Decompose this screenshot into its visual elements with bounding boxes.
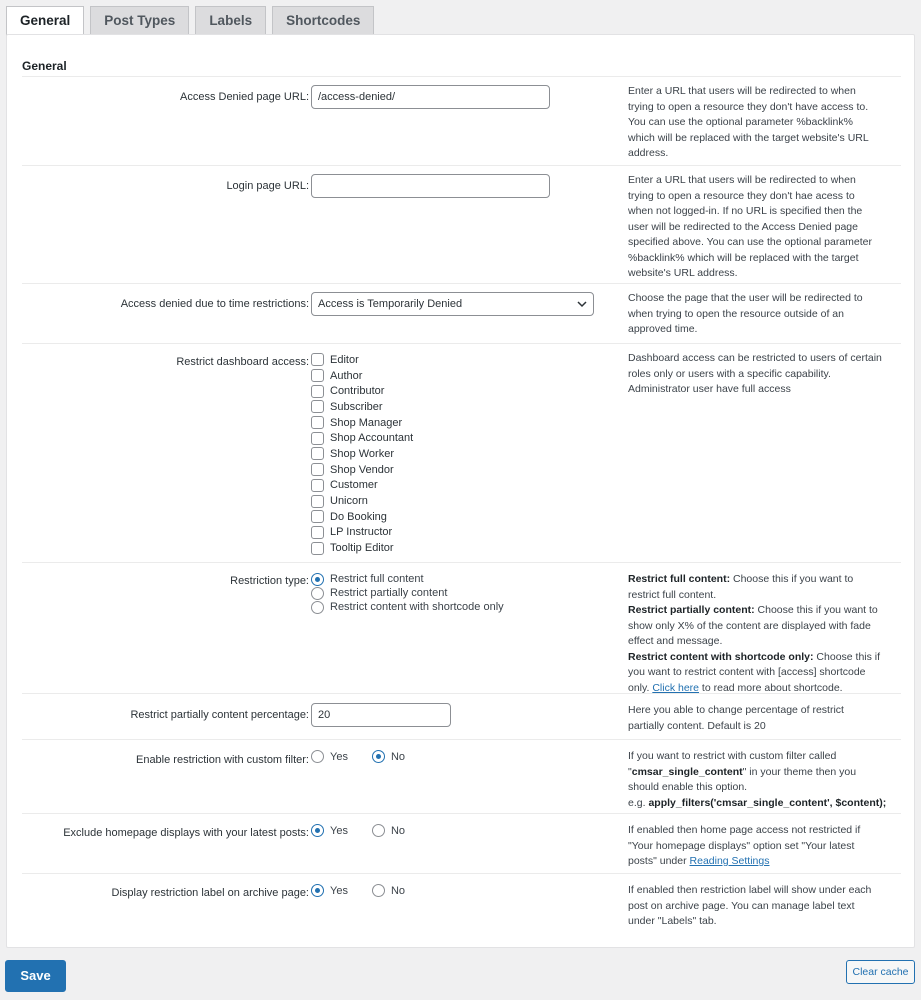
row-percentage — [22, 693, 901, 739]
help-line: trying to open a resource they don't have access to. — [628, 100, 869, 113]
row-login — [22, 165, 901, 283]
help-line: website's URL address. — [628, 267, 738, 279]
row-restriction-type — [22, 562, 901, 693]
restriction-type-label: Restriction type: — [230, 575, 309, 587]
radio-button[interactable] — [311, 824, 324, 837]
radio-button[interactable] — [311, 750, 324, 763]
help-line: address. — [628, 147, 669, 159]
click-here-link[interactable]: Click here — [652, 681, 700, 694]
help-line — [628, 650, 900, 666]
radio-button[interactable] — [372, 824, 385, 837]
role-label: Contributor — [330, 385, 385, 398]
help-line: You can use the optional parameter %backlink% — [628, 116, 853, 128]
help-bold: apply_filters('cmsar_single_content', $content); — [648, 796, 887, 809]
radio-button[interactable] — [311, 884, 324, 897]
help-text: only. — [628, 681, 653, 694]
exclude-homepage-no[interactable] — [372, 824, 405, 837]
radio-button[interactable] — [311, 587, 324, 600]
role-label: Shop Manager — [330, 416, 403, 429]
option-restrict-shortcode[interactable] — [311, 600, 504, 614]
help-line: Dashboard access can be restricted to users of certain — [628, 352, 882, 364]
archive-label-yes[interactable] — [311, 884, 348, 897]
checkbox[interactable] — [311, 353, 324, 366]
checkbox[interactable] — [311, 432, 324, 445]
save-button[interactable]: Save — [5, 960, 66, 992]
role-label: LP Instructor — [330, 526, 393, 539]
checkbox[interactable] — [311, 385, 324, 398]
help-text: to read more about shortcode. — [699, 681, 843, 694]
option-label: Yes — [330, 824, 348, 837]
role-unicorn[interactable] — [311, 493, 413, 509]
checkbox[interactable] — [311, 526, 324, 539]
help-line: when trying to open the resource outside of an — [628, 307, 844, 320]
help-bold: cmsar_single_content — [631, 765, 743, 778]
option-label: No — [390, 884, 406, 897]
checkbox[interactable] — [311, 447, 324, 460]
role-tooltip-editor[interactable] — [311, 540, 413, 556]
checkbox[interactable] — [311, 463, 324, 476]
help-line: effect and message. — [628, 635, 723, 647]
help-line — [628, 854, 900, 870]
radio-button[interactable] — [311, 601, 324, 614]
help-bold: Restrict content with shortcode only: — [628, 650, 814, 663]
login-help — [628, 173, 900, 282]
help-text: posts" under — [628, 855, 690, 867]
role-label: Editor — [330, 353, 359, 366]
role-label: Do Booking — [330, 510, 387, 523]
reading-settings-link[interactable]: Reading Settings — [689, 855, 770, 867]
help-line: If you want to restrict with custom filter called — [628, 750, 837, 762]
help-text: " — [628, 765, 632, 778]
role-shop-accountant[interactable] — [311, 430, 413, 446]
role-label: Tooltip Editor — [330, 542, 394, 555]
checkbox[interactable] — [311, 510, 324, 523]
archive-label-label: Display restriction label on archive page: — [111, 887, 309, 899]
help-line: Enter a URL that users will be redirected to when — [628, 85, 856, 97]
exclude-homepage-label: Exclude homepage displays with your latest posts: — [63, 827, 309, 839]
option-label: Restrict content with shortcode only — [330, 601, 504, 613]
time-restriction-help — [628, 291, 900, 338]
radio-button[interactable] — [372, 750, 385, 763]
restriction-type-options — [311, 572, 504, 614]
help-text: e.g. — [628, 796, 649, 809]
dashboard-access-help — [628, 351, 900, 398]
role-label: Unicorn — [330, 495, 368, 508]
role-do-booking[interactable] — [311, 509, 413, 525]
help-line: Enter a URL that users will be redirected to when — [628, 174, 856, 186]
help-text: " in your theme then you — [742, 765, 857, 778]
exclude-homepage-help — [628, 823, 900, 870]
help-line: specified above. You can use the optional parameter — [628, 236, 873, 248]
role-subscriber[interactable] — [311, 399, 413, 415]
option-label: No — [390, 824, 406, 837]
checkbox[interactable] — [311, 495, 324, 508]
checkbox[interactable] — [311, 369, 324, 382]
row-access-denied — [22, 76, 901, 165]
help-line: when not logged-in. If no URL is specified then the — [628, 205, 863, 217]
option-label: Restrict full content — [330, 573, 424, 585]
radio-button[interactable] — [372, 884, 385, 897]
help-line: Administrator user have full access — [628, 383, 791, 395]
row-time-restriction — [22, 283, 901, 343]
role-editor[interactable] — [311, 352, 413, 368]
dashboard-access-label: Restrict dashboard access: — [176, 356, 309, 368]
settings-tabs — [6, 6, 380, 35]
help-line: "Your homepage displays" option set "Your latest — [628, 839, 855, 852]
help-bold: Restrict partially content: — [628, 604, 755, 616]
restriction-type-help — [628, 572, 900, 696]
chevron-down-icon — [577, 299, 587, 309]
custom-filter-options — [311, 750, 429, 763]
help-line: user will be redirected to the Access Denied page — [628, 220, 858, 233]
help-line: %backlink% which will be replaced with the target — [628, 251, 859, 264]
tab-post-types[interactable]: Post Types — [90, 6, 189, 35]
row-custom-filter — [22, 739, 901, 813]
option-restrict-full[interactable] — [311, 572, 504, 586]
help-line — [628, 572, 900, 588]
role-label: Shop Worker — [330, 447, 394, 460]
section-title: General — [22, 59, 67, 73]
role-label: Author — [330, 369, 363, 382]
clear-cache-button[interactable]: Clear cache — [846, 960, 915, 984]
row-exclude-homepage — [22, 813, 901, 873]
time-restriction-label: Access denied due to time restrictions: — [120, 298, 309, 310]
access-denied-url-input[interactable] — [311, 85, 550, 109]
checkbox[interactable] — [311, 479, 324, 492]
help-text: Choose this if — [813, 650, 881, 663]
percentage-input[interactable] — [311, 703, 451, 727]
help-line — [628, 796, 900, 812]
percentage-help — [628, 703, 900, 734]
help-text: Choose this if you want to — [730, 573, 854, 585]
checkbox[interactable] — [311, 400, 324, 413]
custom-filter-no[interactable] — [372, 750, 405, 763]
role-author[interactable] — [311, 368, 413, 384]
radio-button[interactable] — [311, 573, 324, 586]
help-line: post on archive page. You can manage label text — [628, 899, 855, 912]
exclude-homepage-options — [311, 824, 429, 837]
help-line: should enable this option. — [628, 781, 748, 793]
checkbox[interactable] — [311, 542, 324, 555]
role-label: Shop Vendor — [330, 463, 394, 476]
role-shop-vendor[interactable] — [311, 462, 413, 478]
role-shop-worker[interactable] — [311, 446, 413, 462]
help-line: roles only or users with a specific capability. — [628, 367, 831, 380]
time-restriction-selected: Access is Temporarily Denied — [318, 298, 463, 310]
option-label: Restrict partially content — [330, 587, 448, 599]
archive-label-options — [311, 884, 429, 897]
help-line: Choose the page that the user will be redirected to — [628, 292, 863, 304]
archive-label-no[interactable] — [372, 884, 405, 897]
option-label: No — [390, 750, 406, 763]
role-customer[interactable] — [311, 478, 413, 494]
help-line: show only X% of the content are displayed with fade — [628, 619, 871, 632]
custom-filter-help — [628, 749, 900, 811]
help-line: Here you able to change percentage of restrict — [628, 704, 844, 716]
help-line: If enabled then home page access not restricted if — [628, 824, 861, 836]
custom-filter-label: Enable restriction with custom filter: — [135, 754, 309, 766]
role-label: Customer — [330, 479, 378, 492]
row-archive-label — [22, 873, 901, 935]
help-line: restrict full content. — [628, 588, 717, 601]
tab-shortcodes[interactable]: Shortcodes — [272, 6, 374, 35]
role-contributor[interactable] — [311, 383, 413, 399]
help-line: partially content. Default is 20 — [628, 719, 766, 732]
tab-general[interactable]: General — [6, 6, 84, 36]
settings-panel — [6, 34, 915, 948]
access-denied-help — [628, 84, 900, 162]
access-denied-label: Access Denied page URL: — [179, 91, 309, 103]
role-label: Subscriber — [330, 400, 383, 413]
percentage-label: Restrict partially content percentage: — [130, 709, 309, 721]
role-label: Shop Accountant — [330, 432, 414, 445]
help-bold: Restrict full content: — [628, 573, 731, 585]
login-url-input[interactable] — [311, 174, 550, 198]
help-line — [628, 603, 900, 619]
role-shop-manager[interactable] — [311, 415, 413, 431]
login-label: Login page URL: — [226, 180, 309, 192]
option-restrict-partial[interactable] — [311, 586, 504, 600]
time-restriction-select[interactable] — [311, 292, 594, 316]
checkbox[interactable] — [311, 416, 324, 429]
help-line: If enabled then restriction label will show under each — [628, 884, 872, 896]
role-lp-instructor[interactable] — [311, 525, 413, 541]
help-line: approved time. — [628, 323, 698, 335]
help-line: you want to restrict content with [access] shortcode — [628, 666, 866, 678]
dashboard-roles-list — [311, 352, 413, 556]
archive-label-help — [628, 883, 900, 930]
help-line: under "Labels" tab. — [628, 915, 717, 927]
help-text: Choose this if you want to — [754, 604, 878, 616]
option-label: Yes — [330, 750, 348, 763]
tab-labels[interactable]: Labels — [195, 6, 266, 35]
exclude-homepage-yes[interactable] — [311, 824, 348, 837]
help-line — [628, 765, 900, 781]
row-dashboard-access — [22, 343, 901, 562]
option-label: Yes — [330, 884, 348, 897]
custom-filter-yes[interactable] — [311, 750, 348, 763]
help-line: trying to open a resource they don't hae acess to — [628, 189, 855, 202]
help-line: which will be replaced with the target website's URL — [628, 131, 869, 144]
